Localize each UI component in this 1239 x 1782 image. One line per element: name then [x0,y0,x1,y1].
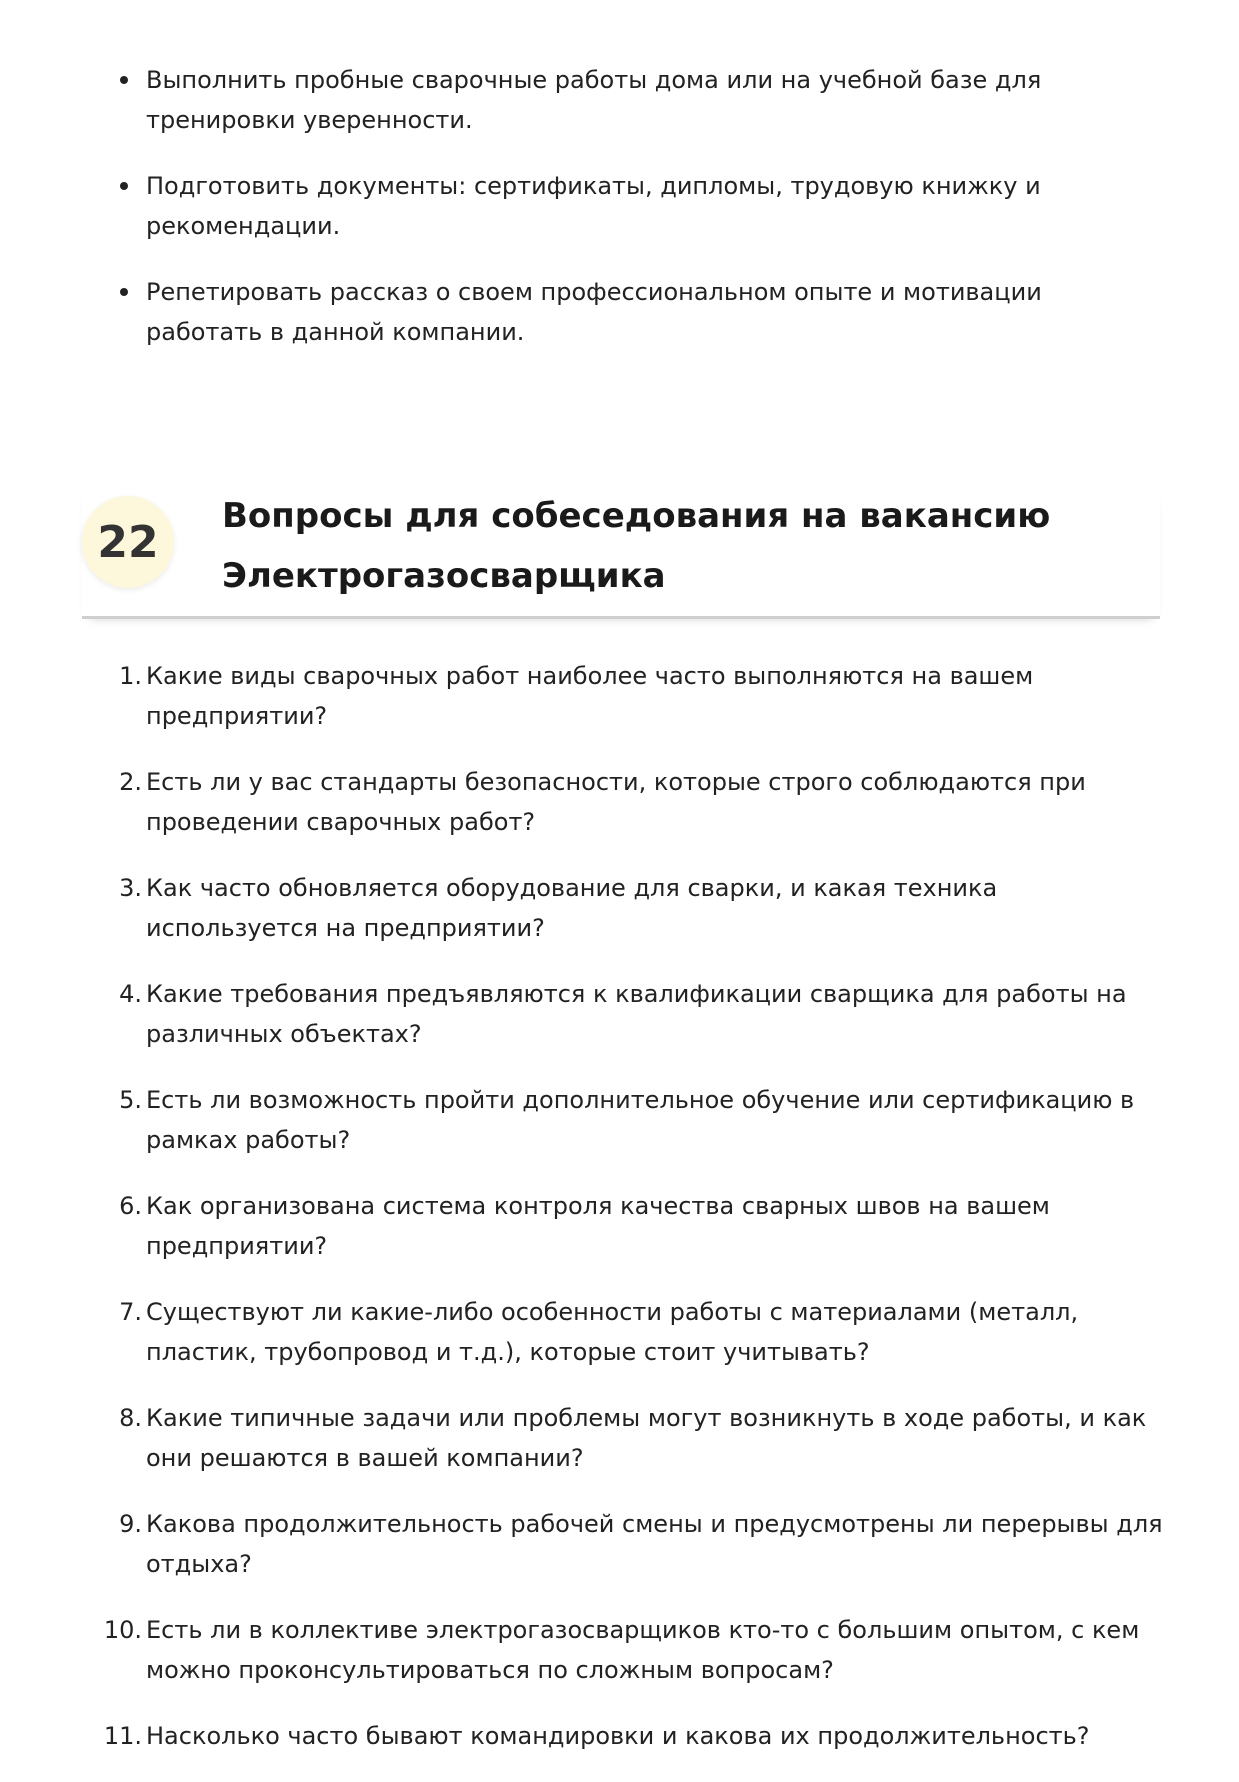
question-number: 11. [103,1722,142,1750]
question-text: Как организована система контроля качества сварных швов на вашем предприятии? [146,1192,1050,1260]
bullet-item [146,166,1156,246]
question-number: 9. [119,1510,142,1538]
bullet-dot-icon [120,76,128,84]
question-text: Какие требования предъявляются к квалификации сварщика для работы на различных объектах? [146,980,1127,1048]
question-text: Как часто обновляется оборудование для сварки, и какая техника используется на предприятии? [146,874,998,942]
section-header [82,486,1160,619]
bullet-text: Подготовить документы: сертификаты, дипломы, трудовую книжку и рекомендации. [146,172,1041,240]
question-number: 6. [119,1192,142,1220]
question-number: 8. [119,1404,142,1432]
question-item [119,1080,1166,1160]
question-number: 2. [119,768,142,796]
question-number: 5. [119,1086,142,1114]
question-text: Есть ли в коллективе электрогазосварщиков кто-то с большим опытом, с кем можно проконсультироваться по сложным вопросам? [146,1616,1140,1684]
interview-questions-list [103,656,1166,1782]
question-number: 7. [119,1298,142,1326]
section-number-badge: 22 [82,496,174,588]
question-item [119,1186,1166,1266]
question-item [103,1716,1166,1756]
question-text: Есть ли возможность пройти дополнительное обучение или сертификацию в рамках работы? [146,1086,1135,1154]
question-number: 4. [119,980,142,1008]
question-number: 3. [119,874,142,902]
bullet-dot-icon [120,182,128,190]
question-item [119,1292,1166,1372]
question-text: Какова продолжительность рабочей смены и предусмотрены ли перерывы для отдыха? [146,1510,1163,1578]
bullet-text: Репетировать рассказ о своем профессиональном опыте и мотивации работать в данной компании. [146,278,1042,346]
question-text: Какие типичные задачи или проблемы могут возникнуть в ходе работы, и как они решаются в вашей компании? [146,1404,1147,1472]
question-item [103,1610,1166,1690]
question-item [119,762,1166,842]
question-item [119,1504,1166,1584]
question-text: Насколько часто бывают командировки и какова их продолжительность? [146,1722,1090,1750]
question-number: 10. [103,1616,142,1644]
question-text: Какие виды сварочных работ наиболее часто выполняются на вашем предприятии? [146,662,1034,730]
bullet-dot-icon [120,288,128,296]
question-text: Есть ли у вас стандарты безопасности, которые строго соблюдаются при проведении сварочных работ? [146,768,1086,836]
question-item [119,656,1166,736]
question-number: 1. [119,662,142,690]
question-item [119,868,1166,948]
question-item [119,974,1166,1054]
bullet-text: Выполнить пробные сварочные работы дома или на учебной базе для тренировки уверенности. [146,66,1042,134]
question-item [119,1398,1166,1478]
preparation-bullet-list [146,60,1156,378]
bullet-item [146,60,1156,140]
question-text: Существуют ли какие-либо особенности работы с материалами (металл, пластик, трубопровод и т.д.), которые стоит учитывать? [146,1298,1079,1366]
section-title: Вопросы для собеседования на вакансию Электрогазосварщика [222,496,1051,596]
bullet-item [146,272,1156,352]
